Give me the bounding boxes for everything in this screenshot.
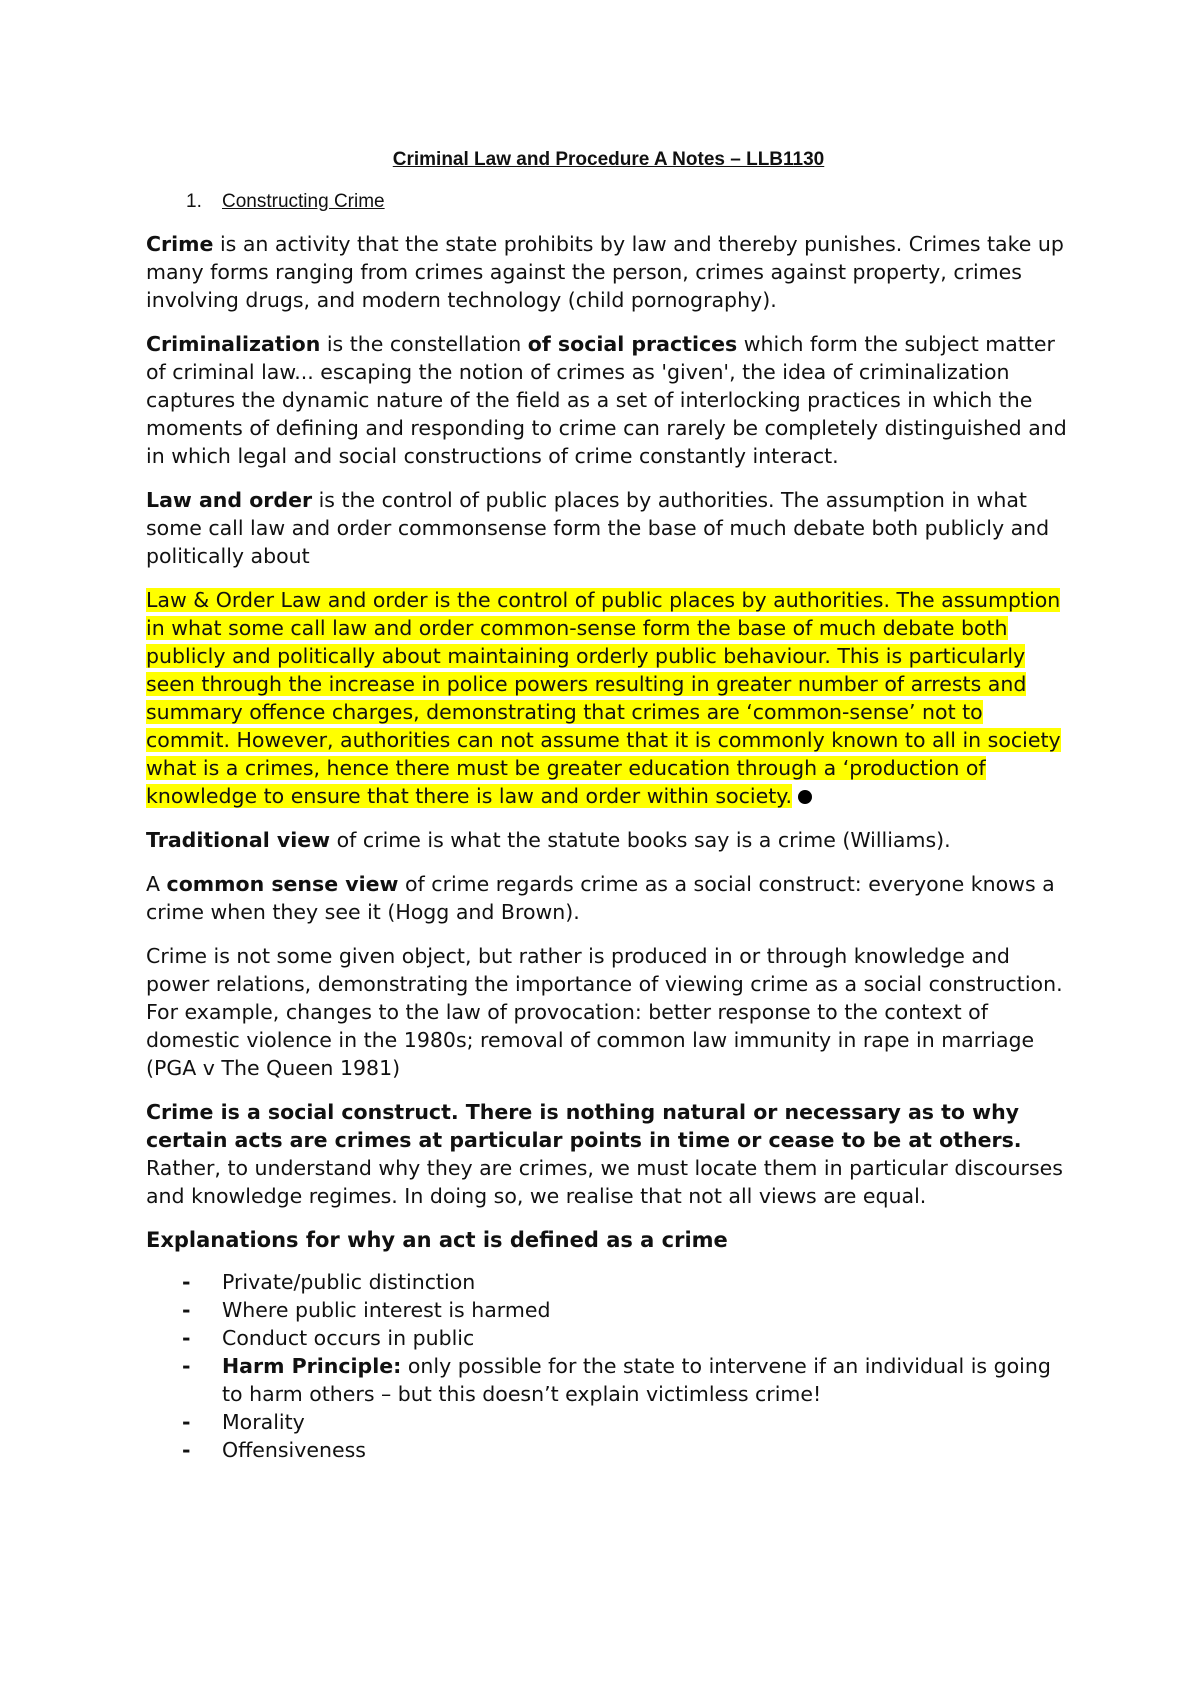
dash-bullet-icon: - [182, 1270, 191, 1294]
term-law-and-order: Law and order [146, 488, 313, 512]
dash-bullet-icon: - [182, 1354, 191, 1378]
paragraph-text: of crime is what the statute books say is a crime (Williams). [330, 828, 951, 852]
section-heading [146, 188, 1071, 216]
paragraph-highlighted [146, 586, 1071, 810]
document-title: Criminal Law and Procedure A Notes – LLB1130 [392, 149, 825, 170]
bullet-dot-icon [798, 790, 812, 804]
list-item-text: Offensiveness [222, 1438, 366, 1462]
document-page [146, 132, 1071, 1464]
list-item-text: Morality [222, 1410, 305, 1434]
section-title: Constructing Crime [222, 191, 385, 212]
list-item [146, 1268, 1071, 1296]
term-crime: Crime [146, 232, 214, 256]
dash-bullet-icon: - [182, 1438, 191, 1462]
paragraph-crime [146, 230, 1071, 314]
list-item [146, 1296, 1071, 1324]
list-item [146, 1436, 1071, 1464]
term-traditional-view: Traditional view [146, 828, 331, 852]
paragraph-social-construction: Crime is not some given object, but rather is produced in or through knowledge and power relations, demonstrating the importance of viewing crime as a social construction. For example, changes to the law of provocation: better response to the context of domestic violence in the 1980s; removal of common law immunity in rape in marriage (PGA v The Queen 1981) [146, 944, 1063, 1080]
paragraph-traditional-view [146, 826, 1071, 854]
list-item-bold: Harm Principle: [222, 1354, 402, 1378]
term-social-practices: of social practices [527, 332, 738, 356]
paragraph-text: A [146, 872, 167, 896]
explanations-heading: Explanations for why an act is defined as a crime [146, 1228, 728, 1252]
dash-bullet-icon: - [182, 1410, 191, 1434]
list-item-text: only possible for the state to intervene if an individual is going to harm others – but this doesn’t explain victimless crime! [222, 1354, 1051, 1406]
term-criminalization: Criminalization [146, 332, 321, 356]
explanations-list [146, 1268, 1071, 1464]
section-number: 1. [186, 191, 202, 212]
paragraph-text: Rather, to understand why they are crimes, we must locate them in particular discourses and knowledge regimes. In doing so, we realise that not all views are equal. [146, 1156, 1063, 1208]
paragraph-text: of crime regards crime as a social construct: everyone knows a crime when they see it (Hogg and Brown). [146, 872, 1055, 924]
highlighted-text: Law & Order Law and order is the control of public places by authorities. The assumption in what some call law and order common-sense form the base of much debate both publicly and politically about maintaining orderly public behaviour. This is particularly seen through the increase in police powers resulting in greater number of arrests and summary offence charges, demonstrating that crimes are ‘common-sense’ not to commit. However, authorities can not assume that it is commonly known to all in society what is a crimes, hence there must be greater education through a ‘production of knowledge to ensure that there is law and order within society. [146, 588, 1061, 808]
list-item [146, 1352, 1071, 1408]
list-item-text: Private/public distinction [222, 1270, 476, 1294]
dash-bullet-icon: - [182, 1326, 191, 1350]
paragraph-text: is the constellation [320, 332, 528, 356]
paragraph-text: is the control of public places by authorities. The assumption in what some call law and order commonsense form the base of much debate both publicly and politically about [146, 488, 1050, 568]
paragraph-social-construct [146, 1098, 1071, 1210]
paragraph-law-and-order [146, 486, 1071, 570]
list-item-text: Conduct occurs in public [222, 1326, 475, 1350]
list-item [146, 1408, 1071, 1436]
bold-statement: Crime is a social construct. There is nothing natural or necessary as to why certain acts are crimes at particular points in time or cease to be at others. [146, 1100, 1022, 1152]
paragraph-criminalization [146, 330, 1071, 470]
list-item [146, 1324, 1071, 1352]
dash-bullet-icon: - [182, 1298, 191, 1322]
term-common-sense-view: common sense view [166, 872, 399, 896]
paragraph-text: which form the subject matter of criminal law... escaping the notion of crimes as 'given', the idea of criminalization captures the dynamic nature of the field as a set of interlocking practices in which the moments of defining and responding to crime can rarely be completely distinguished and in which legal and social constructions of crime constantly interact. [146, 332, 1067, 468]
paragraph-common-sense-view [146, 870, 1071, 926]
list-item-text: Where public interest is harmed [222, 1298, 551, 1322]
paragraph-text: is an activity that the state prohibits by law and thereby punishes. Crimes take up many forms ranging from crimes against the person, crimes against property, crimes involving drugs, and modern technology (child pornography). [146, 232, 1064, 312]
